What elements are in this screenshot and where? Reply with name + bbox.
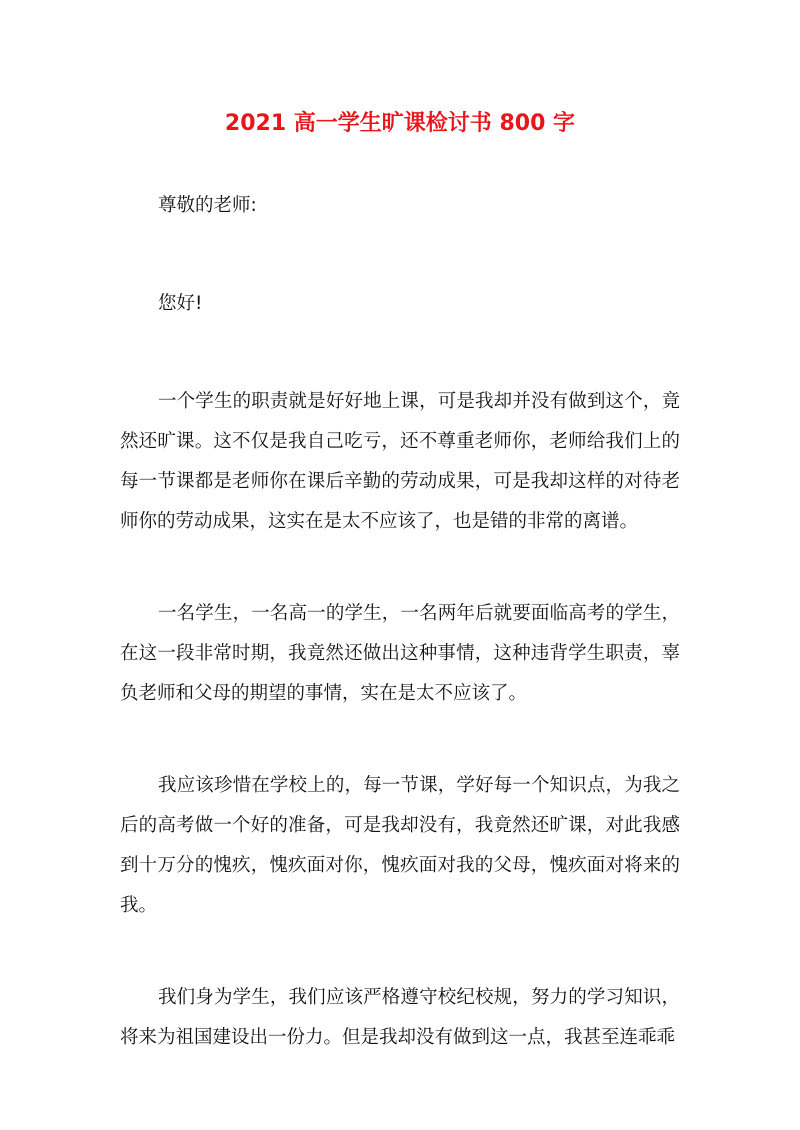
paragraph-1: 一个学生的职责就是好好地上课，可是我却并没有做到这个，竟然还旷课。这不仅是我自己吃亏，还不尊重老师你，老师给我们上的每一节课都是老师你在课后辛勤的劳动成果，可是我却这样的对待老师你的劳动成果，这实在是太不应该了，也是错的非常的离谱。 [120, 391, 680, 532]
document-title: 2021 高一学生旷课检讨书 800 字 [224, 111, 576, 136]
paragraph-4: 我们身为学生，我们应该严格遵守校纪校规，努力的学习知识，将来为祖国建设出一份力。但是我却没有做到这一点，我甚至连乖乖 [120, 987, 680, 1048]
salutation: 尊敬的老师: [158, 195, 257, 216]
greeting: 您好! [158, 293, 203, 314]
paragraph-3: 我应该珍惜在学校上的，每一节课，学好每一个知识点，为我之后的高考做一个好的准备，可是我却没有，我竟然还旷课，对此我感到十万分的愧疚，愧疚面对你，愧疚面对我的父母，愧疚面对将来的我。 [120, 775, 680, 916]
document-body [120, 186, 680, 1058]
paragraph-2: 一名学生，一名高一的学生，一名两年后就要面临高考的学生，在这一段非常时期，我竟然还做出这种事情，这种违背学生职责，辜负老师和父母的期望的事情，实在是太不应该了。 [120, 603, 680, 704]
